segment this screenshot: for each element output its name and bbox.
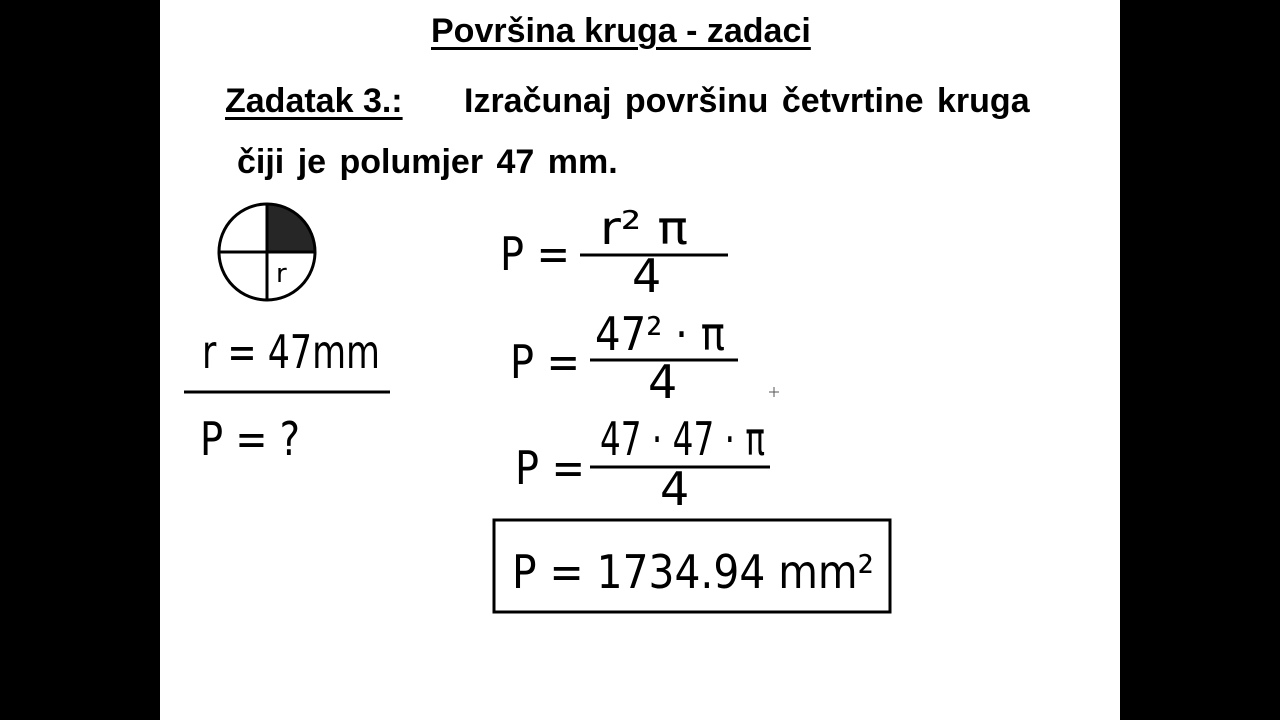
- task-text-line-2: čiji je polumjer 47 mm.: [237, 143, 618, 181]
- radius-label: r: [276, 259, 287, 289]
- step-2-numerator: 47² · π: [595, 307, 725, 361]
- handwritten-solution: [160, 0, 1120, 720]
- step-2-denominator: 4: [648, 355, 678, 409]
- step-1-lhs: P =: [500, 227, 570, 281]
- step-2-lhs: P =: [510, 335, 580, 389]
- task-label: Zadatak 3.:: [225, 82, 403, 120]
- result-value: P = 1734.94 mm²: [512, 545, 874, 599]
- task-text-line-1: Izračunaj površinu četvrtine kruga: [464, 82, 1030, 120]
- step-1-denominator: 4: [632, 249, 662, 303]
- given-unknown: P = ?: [200, 412, 300, 466]
- step-1-numerator: r² π: [600, 201, 688, 255]
- given-radius: r = 47mm: [202, 325, 380, 379]
- crosshair-cursor-icon: [769, 387, 779, 397]
- quarter-circle-diagram: [219, 204, 315, 300]
- step-3-lhs: P =: [515, 441, 585, 495]
- shaded-quarter: [267, 204, 315, 252]
- slide: [160, 0, 1120, 720]
- page-title: Površina kruga - zadaci: [431, 12, 811, 50]
- formula-step-2: [510, 307, 738, 409]
- result-box: [494, 520, 890, 612]
- step-3-numerator: 47 · 47 · π: [600, 412, 765, 466]
- step-3-denominator: 4: [660, 462, 690, 516]
- formula-step-1: [500, 201, 728, 303]
- formula-step-3: [515, 412, 770, 516]
